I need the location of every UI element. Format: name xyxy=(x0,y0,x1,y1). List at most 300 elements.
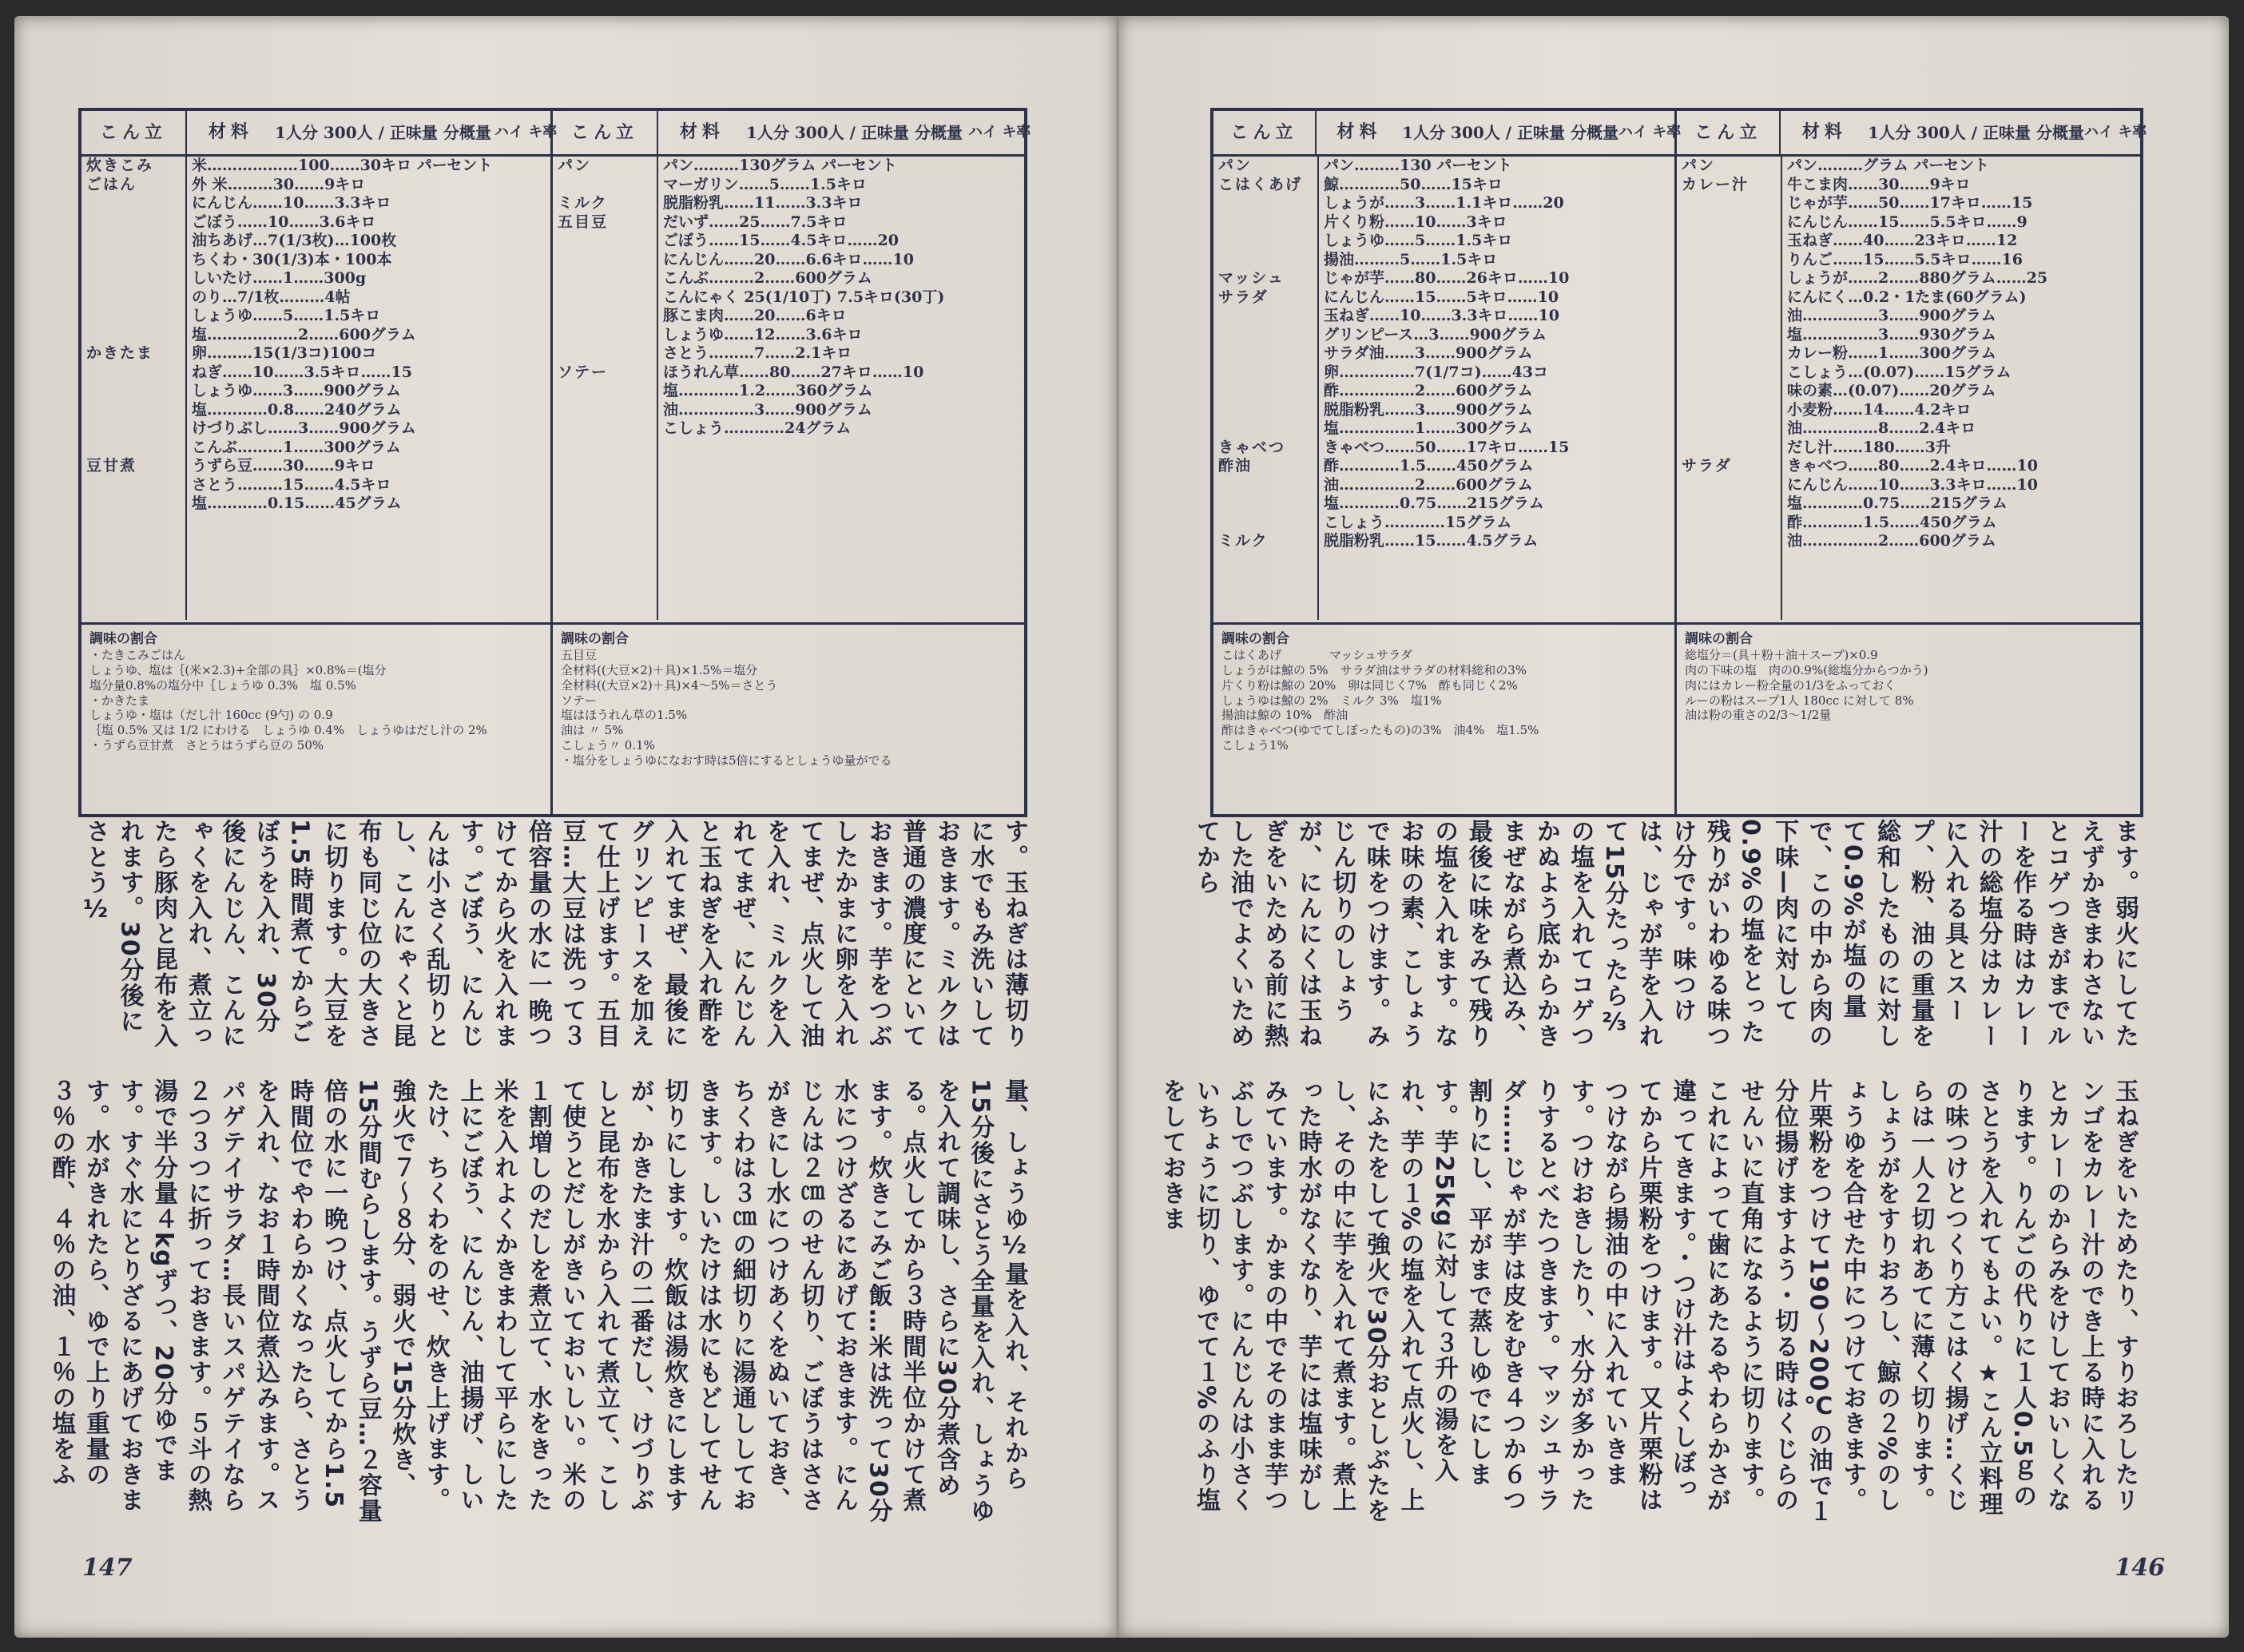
ingredient-entry: 豚こま肉……20……6キロ xyxy=(663,307,847,324)
ingredient-entry: しょうゆ……3……900グラム xyxy=(192,382,401,399)
seasoning-title: 調味の割合 xyxy=(1221,631,1289,647)
ingredient-entry: こんにゃく 25(1/10丁) 7.5キロ(30丁) xyxy=(663,288,945,306)
body-text-upper: ます。弱火にしてたえずかきまわさないとコゲつきがまでルーを作る時はカレー汁の総塩分はカレーに入れる具とスープ、粉、油の重量を総和したものに対して0.9%が塩の量で、この中から肉の下味—肉に対して0.9%の塩をとった残りがいわゆる味つけ分です。味つけは、じゃが芋を入れて15分たったら⅔の塩を入れてコゲつかぬよう底からかきまぜながら煮込み、最後に味をみて残りの塩を入れます。なお味の素、こしょうで味をつけます。みじん切りのしょうが、にんにくは玉ねぎをいためる前に熱した油でよくいためてから xyxy=(1191,819,2139,1049)
table-row xyxy=(1677,251,2140,270)
ingredient-entry: のり…7/1枚………4帖 xyxy=(192,288,351,306)
dish-name xyxy=(553,419,657,439)
seasoning-title: 調味の割合 xyxy=(561,631,629,647)
ingredient-entry: 塩…………0.15……45グラム xyxy=(192,494,402,512)
table-row xyxy=(1677,532,2140,551)
seasoning-line: ・かきたま xyxy=(89,693,150,708)
dish-name xyxy=(81,232,185,251)
dish-name: パン xyxy=(1682,157,1716,174)
table-row xyxy=(1213,213,1674,232)
ingredient-entry: 脱脂粉乳……15……4.5グラム xyxy=(1324,532,1539,550)
seasoning-line: 油は粉の重さの2/3〜1/2量 xyxy=(1685,708,1832,723)
table-row xyxy=(81,269,550,288)
seasoning-line: ・たきこみごはん xyxy=(89,648,186,663)
table-row xyxy=(1213,269,1674,288)
header-menu: こん立 xyxy=(553,111,658,154)
ingredient-entry: 卵……………7(1/7コ)……43コ xyxy=(1324,363,1549,381)
dish-name: サラダ xyxy=(1682,457,1732,475)
seasoning-ratio-box xyxy=(81,622,1024,816)
ingredient-entry: にんじん……10……3.3キロ……10 xyxy=(1787,475,2038,494)
ingredient-entry: しょうゆ……5……1.5キロ xyxy=(192,307,381,324)
dish-name xyxy=(81,269,185,288)
ingredient-entry: きゃべつ……80……2.4キロ……10 xyxy=(1787,457,2038,475)
page-number: 147 xyxy=(82,1554,133,1582)
ingredient-entry: ごぼう……10……3.6キロ xyxy=(192,212,376,231)
ingredient-entry: しいたけ……1……300g xyxy=(192,269,367,287)
seasoning-line: しょうゆ、塩は｛(米×2.3)+全部の具｝×0.8%＝(塩分 xyxy=(89,663,387,677)
table-row xyxy=(1213,232,1674,251)
table-header xyxy=(81,111,558,157)
dish-name xyxy=(1213,213,1317,232)
dish-name xyxy=(81,326,185,345)
dish-name xyxy=(1677,363,1781,383)
dish-name xyxy=(1677,232,1781,251)
seasoning-line: 肉にはカレー粉全量の1/3をふっておく xyxy=(1685,677,1896,693)
ingredient-entry: 酢…………1.5……450グラム xyxy=(1787,513,1997,531)
table-row xyxy=(1677,232,2140,251)
dish-name xyxy=(81,401,185,420)
dish-name: 炊きこみ xyxy=(86,157,154,174)
table-row xyxy=(553,363,1024,383)
seasoning-line: 総塩分＝(具＋粉＋油＋スープ)×0.9 xyxy=(1685,648,1878,663)
seasoning-line: 揚油は鯨の 10% 酢油 xyxy=(1221,708,1348,723)
seasoning-line: しょうゆ・塩は（だし汁 160cc (9勺) の 0.9 xyxy=(89,708,333,723)
table-header xyxy=(553,111,1031,157)
seasoning-line: しょうがは鯨の 5% サラダ油はサラダの材料総和の3% xyxy=(1221,663,1527,677)
dish-name xyxy=(1213,344,1317,363)
recipe-table-146 xyxy=(1210,108,2147,817)
seasoning-line: 油は 〃 5% xyxy=(561,723,624,737)
ingredient-entry: 油……………3……900グラム xyxy=(663,400,872,419)
table-row xyxy=(1677,157,2140,176)
seasoning-line: 全材料((大豆×2)＋具)×1.5%＝塩分 xyxy=(561,663,758,677)
table-row xyxy=(81,251,550,270)
table-rows xyxy=(1677,157,2140,620)
ingredient-entry: 玉ねぎ……10……3.3キロ……10 xyxy=(1324,307,1559,324)
dish-name xyxy=(1677,307,1781,326)
table-row xyxy=(81,344,550,363)
table-row xyxy=(1677,269,2140,288)
body-text-lower: 玉ねぎをいためたり、すりおろしたリンゴをカレー汁のでき上る時に入れるとカレーのからみをけしておいしくなります。りんごの代りに１人0.5ｇのさとうを入れてもよい。★こん立料理の味つけとつくり方こはく揚げ…くじらは一人２切れあてに薄く切ります。しょうがをすりおろし、鯨の２%のしょうゆを合せた中につけておきます。片栗粉をつけて190〜200℃の油で１分位揚げますよう・切る時はくじらのせんいに直角になるように切ります。これによって歯にあたるやわらかさが違ってきます。・つけ汁はよくしぼってから片栗粉をつけます。又片栗粉はつけながら揚油の中に入れていきます。つけおきしたり、水分が多かったりするとべたつきます。マッシュサラダ……じゃが芋は皮をむき４つか６つ割りにし、平がまで蒸しゆでにします。芋25kgに対して３升の湯を入れ、芋の１%の塩を入れて点火し、上にふたをして強火で30分おとしぶたをし、その中に芋を入れて煮ます。煮上った時水がなくなり、芋には塩味がしみています。かまの中でそのまま芋つぶしでつぶします。にんじんは小さくいちょうに切り、ゆでて１%のふり塩をしておきま xyxy=(1158,1078,2139,1525)
dish-name xyxy=(1677,494,1781,514)
ingredient-entry: 外 米………30……9キロ xyxy=(192,175,366,193)
table-row xyxy=(81,476,550,495)
header-material: 材料 xyxy=(679,121,725,143)
table-row xyxy=(1213,494,1674,514)
table-row xyxy=(1213,157,1674,176)
ingredient-entry: 油……………3……900グラム xyxy=(1787,307,1996,324)
table-row xyxy=(1677,476,2140,495)
header-waste-rate: ハイ キ率 xyxy=(2084,123,2147,141)
table-row xyxy=(1213,457,1674,476)
recipe-table-147 xyxy=(78,108,1031,817)
table-row xyxy=(553,288,1024,308)
dish-name xyxy=(1677,213,1781,232)
table-column-a xyxy=(81,111,558,622)
dish-name xyxy=(1213,419,1317,439)
dish-name xyxy=(81,476,185,495)
dish-name: ミルク xyxy=(558,194,608,212)
dish-name xyxy=(553,307,657,326)
header-quantity: 1人分 300人 / 正味量 分概量 xyxy=(1868,122,2084,142)
dish-name: かきたま xyxy=(86,344,154,362)
ingredient-entry: 塩…………1.2……360グラム xyxy=(663,382,873,399)
table-row xyxy=(1213,419,1674,439)
dish-name xyxy=(553,288,657,308)
ingredient-entry: パン………130 パーセント xyxy=(1324,157,1512,174)
ingredient-entry: サラダ油……3……900グラム xyxy=(1324,344,1533,362)
table-row xyxy=(553,326,1024,345)
header-quantity: 1人分 300人 / 正味量 分概量 xyxy=(1402,122,1618,142)
dish-name xyxy=(1677,326,1781,345)
table-column-b xyxy=(1677,111,2147,622)
table-row xyxy=(1213,251,1674,270)
table-row xyxy=(1677,514,2140,533)
ingredient-entry: ほうれん草……80……27キロ……10 xyxy=(663,363,924,381)
dish-name xyxy=(553,251,657,270)
header-menu: こん立 xyxy=(1677,111,1781,154)
ingredient-entry: にんじん……20……6.6キロ……10 xyxy=(663,250,914,268)
table-row xyxy=(1677,213,2140,232)
dish-name: サラダ xyxy=(1218,288,1269,306)
header-material: 材料 xyxy=(1801,121,1847,143)
ingredient-entry: じゃが芋……50……17キロ……15 xyxy=(1787,194,2033,212)
seasoning-line: ・塩分をしょうゆになおす時は5倍にするとしょうゆ量がでる xyxy=(561,753,892,768)
table-row xyxy=(1677,307,2140,326)
dish-name xyxy=(553,176,657,195)
header-menu: こん立 xyxy=(81,111,187,154)
dish-name xyxy=(553,269,657,288)
table-row xyxy=(81,232,550,251)
seasoning-lines xyxy=(561,648,1016,768)
ingredient-entry: 玉ねぎ……40……23キロ……12 xyxy=(1787,232,2018,249)
ingredient-entry: しょうが……2……880グラム……25 xyxy=(1787,269,2048,287)
table-row xyxy=(1213,532,1674,551)
dish-name xyxy=(553,344,657,363)
dish-name: きゃべつ xyxy=(1218,438,1286,456)
dish-name xyxy=(1213,363,1317,383)
column-divider xyxy=(185,157,187,620)
table-row xyxy=(553,194,1024,213)
ingredient-entry: ちくわ・30(1/3)本・100本 xyxy=(192,250,392,268)
table-row xyxy=(1677,457,2140,476)
column-divider xyxy=(657,157,658,620)
dish-name xyxy=(81,419,185,439)
ingredient-entry: にんじん……15……5キロ……10 xyxy=(1324,288,1559,306)
dish-name: こはくあげ xyxy=(1218,175,1303,193)
table-row xyxy=(553,401,1024,420)
table-row xyxy=(1213,194,1674,213)
seasoning-line: ソテー xyxy=(561,693,598,708)
dish-name: 五目豆 xyxy=(558,212,609,231)
table-row xyxy=(1213,344,1674,363)
seasoning-line: 全材料((大豆×2)＋具)×4〜5%＝さとう xyxy=(561,677,778,693)
ingredient-entry: グリンピース…3……900グラム xyxy=(1324,325,1547,344)
table-row xyxy=(81,307,550,326)
page-number: 146 xyxy=(2115,1554,2165,1582)
seasoning-ratio-a xyxy=(81,625,553,816)
dish-name xyxy=(1677,382,1781,401)
table-rows xyxy=(553,157,1024,620)
table-row xyxy=(1677,382,2140,401)
table-row xyxy=(81,382,550,401)
dish-name xyxy=(81,363,185,383)
table-row xyxy=(553,307,1024,326)
ingredient-entry: 酢……………2……600グラム xyxy=(1324,382,1533,399)
dish-name xyxy=(1677,194,1781,213)
header-waste-rate: ハイ キ率 xyxy=(494,123,558,141)
table-row xyxy=(553,419,1024,439)
page-147 xyxy=(14,16,1117,1638)
dish-name xyxy=(1677,288,1781,308)
table-row xyxy=(1677,439,2140,458)
ingredient-entry: こんぶ………1……300グラム xyxy=(192,438,401,456)
table-row xyxy=(81,194,550,213)
table-header xyxy=(1213,111,1682,157)
ingredient-entry: さとう………7……2.1キロ xyxy=(663,344,852,362)
table-row xyxy=(81,419,550,439)
body-text-lower: 量、しょうゆ½量を入れ、それから15分後にさとう全量を入れ、しょうゆを入れて調味し、さらに30分煮含める。点火してから３時間半位かけて煮ます。炊きこみご飯…米は洗って30分水につけざるにあげておきます。にんじんは２㎝のせん切り、ごぼうはささがきにし水につけあくをぬいておき、ちくわは３㎝の細切りに湯通ししておきます。しいたけは水にもどしてせん切りにします。炊飯は湯炊きにしますが、かきたま汁の二番だし、けづりぶしと昆布を水から入れて煮立て、こして使うとだしがきいておいしい。米の１割増しのだしを煮立て、水をきった米を入れよくかきまわして平らにした上にごぼう、にんじん、油揚げ、しいたけ、ちくわをのせ、炊き上げます。強火で７〜８分、弱火で15分炊き、15分間むらします。うずら豆…２容量倍の水に一晩つけ、点火してから1.5時間位でやわらかくなったら、さとうを入れ、なお１時間位煮込みます。スパゲテイサラダ…長いスパゲテイなら２つ３つに折っておきます。５斗の熱湯で半分量４kgずつ、20分ゆでます。すぐ水にとりざるにあげておきます。水がきれたら、ゆで上り重量の３％の酢、４％の油、１％の塩をふ xyxy=(47,1078,1028,1524)
dish-name xyxy=(1213,382,1317,401)
dish-name: パン xyxy=(558,157,592,174)
ingredient-entry: 塩……………1……300グラム xyxy=(1324,419,1533,437)
ingredient-entry: 米………………100……30キロ パーセント xyxy=(192,157,493,174)
ingredient-entry: ねぎ……10……3.5キロ……15 xyxy=(192,363,412,381)
dish-name xyxy=(553,326,657,345)
table-row xyxy=(81,457,550,476)
seasoning-line: こしょう1% xyxy=(1221,737,1289,753)
ingredient-entry: じゃが芋……80……26キロ……10 xyxy=(1324,269,1570,287)
table-row xyxy=(1677,363,2140,383)
ingredient-entry: 脱脂粉乳……11……3.3キロ xyxy=(663,194,863,212)
seasoning-title: 調味の割合 xyxy=(89,631,157,647)
table-row xyxy=(1213,176,1674,195)
ingredient-entry: 味の素…(0.07)……20グラム xyxy=(1787,382,1996,399)
table-row xyxy=(81,326,550,345)
seasoning-line: こはくあげ マッシュサラダ xyxy=(1221,648,1412,663)
dish-name xyxy=(1677,251,1781,270)
ingredient-entry: 油ちあげ…7(1/3枚)…100枚 xyxy=(192,232,397,249)
ingredient-entry: 塩……………3……930グラム xyxy=(1787,325,1996,344)
table-row xyxy=(1213,401,1674,420)
table-row xyxy=(1677,176,2140,195)
ingredient-entry: 油……………2……600グラム xyxy=(1787,532,1996,550)
dish-name xyxy=(1677,269,1781,288)
table-row xyxy=(1677,344,2140,363)
ingredient-entry: パン………グラム パーセント xyxy=(1787,157,1990,174)
table-row xyxy=(553,176,1024,195)
header-quantity: 1人分 300人 / 正味量 分概量 xyxy=(746,122,963,142)
seasoning-ratio-box xyxy=(1213,622,2140,816)
ingredient-entry: 油……………2……600グラム xyxy=(1324,475,1533,494)
table-row xyxy=(1213,288,1674,308)
ingredient-entry: ごぼう……15……4.5キロ……20 xyxy=(663,232,899,249)
dish-name: 豆甘煮 xyxy=(86,457,137,475)
seasoning-line: しょうゆは鯨の 2% ミルク 3% 塩1% xyxy=(1221,693,1442,708)
dish-name xyxy=(1677,401,1781,420)
ingredient-entry: 脱脂粉乳……3……900グラム xyxy=(1324,400,1533,419)
ingredient-entry: 油……………8……2.4キロ xyxy=(1787,419,1976,437)
table-row xyxy=(1213,382,1674,401)
table-row xyxy=(1677,401,2140,420)
seasoning-line: こしょう〃 0.1% xyxy=(561,737,655,753)
dish-name xyxy=(553,382,657,401)
dish-name xyxy=(81,213,185,232)
seasoning-line: ｛塩 0.5% 又は 1/2 にわける しょうゆ 0.4% しょうゆはだし汁の 2% xyxy=(89,723,487,737)
dish-name xyxy=(1213,326,1317,345)
seasoning-title: 調味の割合 xyxy=(1685,631,1753,647)
table-row xyxy=(1677,419,2140,439)
seasoning-line: 肉の下味の塩 肉の0.9%(総塩分からつかう) xyxy=(1685,663,1928,677)
dish-name: マッシュ xyxy=(1218,269,1285,287)
table-row xyxy=(1677,288,2140,308)
ingredient-entry: さとう………15……4.5キロ xyxy=(192,475,391,494)
column-divider xyxy=(1317,157,1319,620)
table-row xyxy=(81,363,550,383)
seasoning-ratio-b xyxy=(1677,625,2140,816)
table-row xyxy=(1677,494,2140,514)
table-row xyxy=(1213,326,1674,345)
ingredient-entry: 揚油………5……1.5キロ xyxy=(1324,250,1498,268)
ingredient-entry: しょうゆ……12……3.6キロ xyxy=(663,325,863,344)
seasoning-line: 片くり粉は鯨の 20% 卵は同じく7% 酢も同じく2% xyxy=(1221,677,1518,693)
table-row xyxy=(81,288,550,308)
ingredient-entry: 塩…………0.75……215グラム xyxy=(1787,494,2008,512)
dish-name: カレー汁 xyxy=(1682,175,1750,193)
dish-name xyxy=(553,232,657,251)
dish-name: ごはん xyxy=(86,175,137,193)
ingredient-entry: だいず……25……7.5キロ xyxy=(663,212,848,231)
ingredient-entry: パン………130グラム パーセント xyxy=(663,157,897,174)
dish-name xyxy=(81,288,185,308)
dish-name xyxy=(1213,476,1317,495)
table-row xyxy=(1213,363,1674,383)
table-rows xyxy=(81,157,550,620)
dish-name xyxy=(81,307,185,326)
ingredient-entry: にんじん……10……3.3キロ xyxy=(192,194,391,212)
ingredient-entry: こしょう…………24グラム xyxy=(663,419,852,437)
dish-name xyxy=(1213,494,1317,514)
dish-name xyxy=(1677,419,1781,439)
table-row xyxy=(81,401,550,420)
dish-name: ミルク xyxy=(1218,532,1269,550)
dish-name xyxy=(553,401,657,420)
table-row xyxy=(553,382,1024,401)
table-row xyxy=(1677,326,2140,345)
body-text-upper: す。玉ねぎは薄切りに水でもみ洗いしておきます。ミルクは普通の濃度にといておきます。芋をつぶしたかまに卵を入れてまぜ、点火して油を入れ、ミルクを入れてまぜ、にんじんと玉ねぎを入れ酢を入れてまぜ、最後にグリンピースを加えて仕上げます。五目豆…大豆は洗って３倍容量の水に一晩つけてから火を入れます。ごぼう、にんじんは小さく乱切りとし、こんにゃくと昆布も同じ位の大きさに切ります。大豆を1.5時間煮てからごぼうを入れ、30分後にんじん、こんにゃくを入れ、煮立ったら豚肉と昆布を入れます。30分後にさとう½ xyxy=(81,819,1028,1049)
dish-name xyxy=(1677,514,1781,533)
table-column-a xyxy=(1213,111,1682,622)
ingredient-entry: こんぶ………2……600グラム xyxy=(663,269,872,287)
table-rows xyxy=(1213,157,1674,620)
dish-name xyxy=(1213,232,1317,251)
dish-name xyxy=(81,382,185,401)
dish-name xyxy=(81,439,185,458)
ingredient-entry: 卵………15(1/3コ)100コ xyxy=(192,344,377,362)
table-header xyxy=(1677,111,2147,157)
page-146 xyxy=(1118,16,2229,1638)
header-waste-rate: ハイ キ率 xyxy=(1618,123,1682,141)
table-row xyxy=(553,157,1024,176)
dish-name xyxy=(81,194,185,213)
ingredient-entry: きゃべつ……50……17キロ……15 xyxy=(1324,438,1570,456)
table-row xyxy=(553,344,1024,363)
ingredient-entry: にんじん……15……5.5キロ……9 xyxy=(1787,212,2028,231)
dish-name: ソテー xyxy=(558,363,609,381)
seasoning-line: 酢はきゃべつ(ゆでてしぼったもの)の3% 油4% 塩1.5% xyxy=(1221,723,1539,737)
ingredient-entry: 小麦粉……14……4.2キロ xyxy=(1787,400,1972,419)
ingredient-entry: マーガリン……5……1.5キロ xyxy=(663,175,867,193)
seasoning-ratio-b xyxy=(553,625,1024,816)
ingredient-entry: 牛こま肉……30……9キロ xyxy=(1787,175,1971,193)
seasoning-line: 五目豆 xyxy=(561,648,598,663)
table-row xyxy=(553,269,1024,288)
table-row xyxy=(1213,476,1674,495)
ingredient-entry: けづりぶし……3……900グラム xyxy=(192,419,416,437)
table-row xyxy=(553,213,1024,232)
dish-name xyxy=(1677,439,1781,458)
dish-name xyxy=(1677,344,1781,363)
header-quantity: 1人分 300人 / 正味量 分概量 xyxy=(275,122,491,142)
dish-name: パン xyxy=(1218,157,1253,174)
table-row xyxy=(81,213,550,232)
ingredient-entry: にんにく…0.2・1たま(60グラム) xyxy=(1787,288,2027,306)
ingredient-entry: こしょう…………15グラム xyxy=(1324,513,1512,531)
ingredient-entry: 片くり粉……10……3キロ xyxy=(1324,212,1507,231)
table-row xyxy=(1213,514,1674,533)
seasoning-line: ・うずら豆甘煮 さとうはうずら豆の 50% xyxy=(89,737,324,753)
table-row xyxy=(1213,307,1674,326)
seasoning-lines xyxy=(1221,648,1666,753)
dish-name xyxy=(1213,401,1317,420)
dish-name xyxy=(81,494,185,514)
table-row xyxy=(81,176,550,195)
dish-name xyxy=(1213,251,1317,270)
header-material: 材料 xyxy=(1336,121,1382,143)
seasoning-line: 塩分量0.8%の塩分中｛しょうゆ 0.3% 塩 0.5% xyxy=(89,677,356,693)
table-row xyxy=(1677,194,2140,213)
ingredient-entry: しょうが……3……1.1キロ……20 xyxy=(1324,194,1564,212)
ingredient-entry: 酢…………1.5……450グラム xyxy=(1324,457,1534,475)
dish-name xyxy=(81,251,185,270)
seasoning-ratio-a xyxy=(1213,625,1677,816)
table-row xyxy=(81,439,550,458)
header-menu: こん立 xyxy=(1213,111,1317,154)
ingredient-entry: だし汁……180……3升 xyxy=(1787,438,1951,456)
ingredient-entry: こしょう…(0.07)……15グラム xyxy=(1787,363,2012,381)
table-column-b xyxy=(553,111,1031,622)
ingredient-entry: りんご……15……5.5キロ……16 xyxy=(1787,250,2023,268)
table-row xyxy=(553,251,1024,270)
header-material: 材料 xyxy=(208,121,253,143)
header-waste-rate: ハイ キ率 xyxy=(968,123,1031,141)
table-row xyxy=(553,232,1024,251)
seasoning-line: 塩はほうれん草の1.5% xyxy=(561,708,688,723)
ingredient-entry: 塩………………2……600グラム xyxy=(192,325,416,344)
table-row xyxy=(1213,439,1674,458)
table-row xyxy=(81,157,550,176)
ingredient-entry: 塩…………0.75……215グラム xyxy=(1324,494,1544,512)
ingredient-entry: 鯨…………50……15キロ xyxy=(1324,175,1503,193)
dish-name xyxy=(1213,514,1317,533)
dish-name xyxy=(1213,307,1317,326)
dish-name xyxy=(1213,194,1317,213)
ingredient-entry: しょうゆ……5……1.5キロ xyxy=(1324,232,1513,249)
